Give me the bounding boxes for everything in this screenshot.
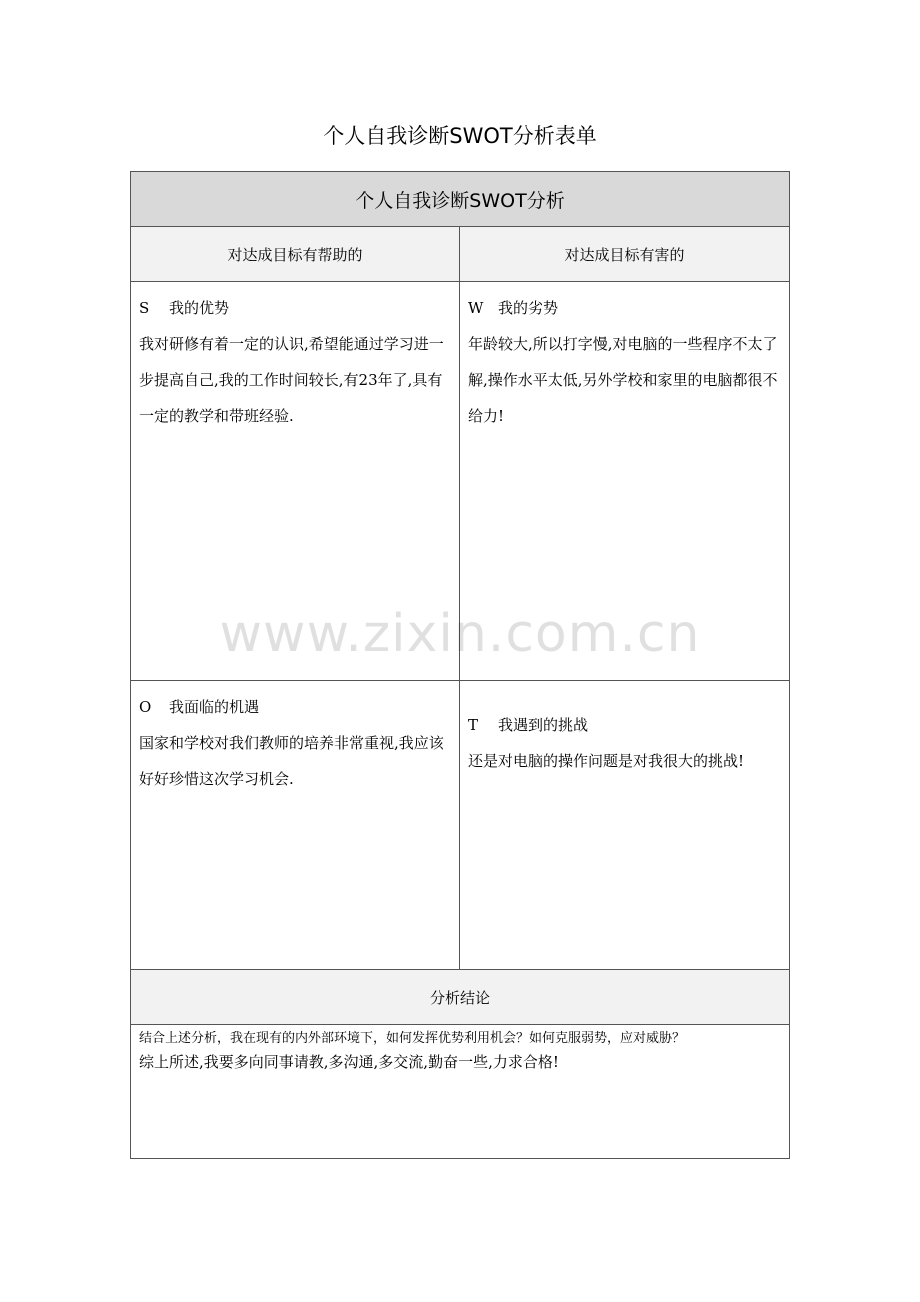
weaknesses-cell [460,282,789,681]
document-title: 个人自我诊断SWOT分析表单 [323,124,597,148]
weaknesses-heading [468,290,781,326]
opportunities-label: 我面临的机遇 [169,698,260,716]
strengths-letter: S [139,299,150,317]
strengths-text: 我对研修有着一定的认识,希望能通过学习进一步提高自己,我的工作时间较长,有23年了,具有一定的教学和带班经验. [139,335,444,425]
opportunities-cell [131,681,460,970]
conclusion-prompt: 结合上述分析，我在现有的内外部环境下，如何发挥优势利用机会？如何克服弱势，应对威胁？ [139,1031,686,1046]
table-header: 个人自我诊断SWOT分析 [131,172,789,227]
weaknesses-text: 年龄较大,所以打字慢,对电脑的一些程序不太了解,操作水平太低,另外学校和家里的电脑都很不给力! [468,335,778,425]
harmful-column-header: 对达成目标有害的 [460,227,789,282]
opportunities-text: 国家和学校对我们教师的培养非常重视,我应该好好珍惜这次学习机会. [139,734,444,788]
opportunities-heading [139,689,451,725]
weaknesses-label: 我的劣势 [498,299,559,317]
threats-text: 还是对电脑的操作问题是对我很大的挑战! [468,752,745,770]
helpful-column-header: 对达成目标有帮助的 [131,227,460,282]
threats-label: 我遇到的挑战 [498,716,589,734]
opportunities-letter: O [139,698,152,716]
strengths-label: 我的优势 [169,299,230,317]
conclusion-text: 综上所述,我要多向同事请教,多沟通,多交流,勤奋一些,力求合格! [139,1053,559,1071]
conclusion-header: 分析结论 [131,970,789,1025]
swot-table [130,171,790,1159]
threats-letter: T [468,716,479,734]
strengths-cell [131,282,460,681]
conclusion-cell [131,1025,789,1158]
watermark: www.zixin.com.cn [219,604,701,664]
weaknesses-letter: W [468,299,484,317]
strengths-heading [139,290,451,326]
threats-cell [460,681,789,970]
threats-heading [468,707,781,743]
